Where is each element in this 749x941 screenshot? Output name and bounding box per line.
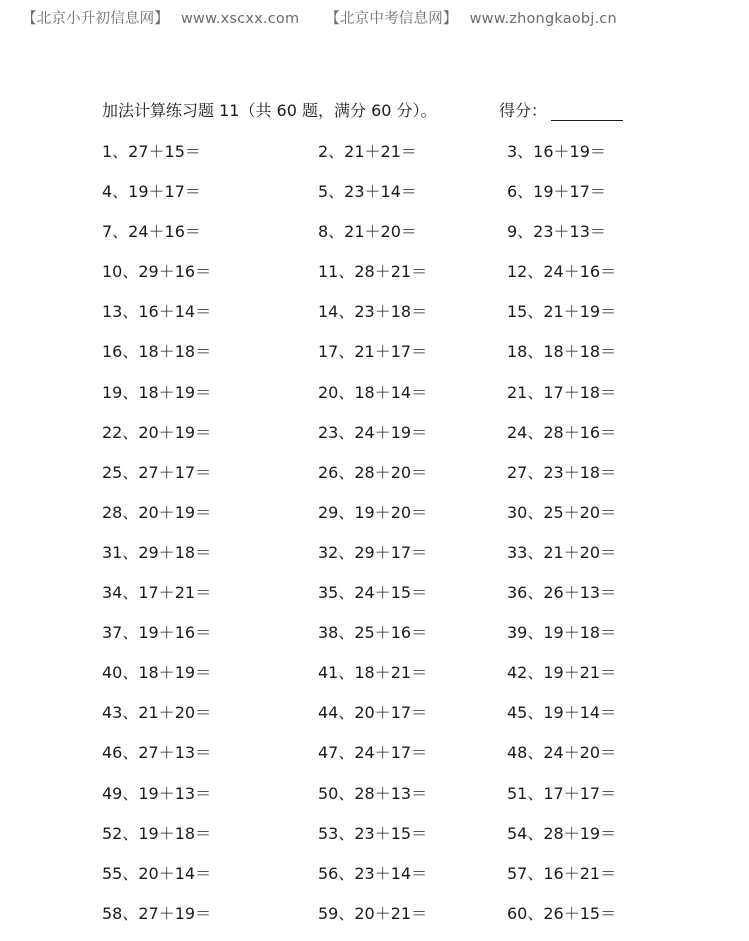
problem-row xyxy=(0,380,749,420)
problem-item: 31、29＋18＝ xyxy=(102,542,212,562)
problem-item: 38、25＋16＝ xyxy=(318,623,428,643)
problem-item: 46、27＋13＝ xyxy=(102,743,212,763)
problem-item: 1、27＋15＝ xyxy=(102,142,201,161)
problem-row xyxy=(0,540,749,580)
problem-item: 26、28＋20＝ xyxy=(318,462,428,482)
problem-item: 18、18＋18＝ xyxy=(507,342,617,362)
problem-item: 49、19＋13＝ xyxy=(102,783,212,803)
problem-item: 14、23＋18＝ xyxy=(318,302,428,322)
problem-item: 27、23＋18＝ xyxy=(507,462,617,482)
problem-item: 35、24＋15＝ xyxy=(318,583,428,603)
problem-item: 36、26＋13＝ xyxy=(507,583,617,603)
problem-item: 23、24＋19＝ xyxy=(318,422,428,442)
problem-item: 4、19＋17＝ xyxy=(102,182,201,202)
problem-item: 24、28＋16＝ xyxy=(507,422,617,442)
problem-item: 20、18＋14＝ xyxy=(318,382,428,402)
page-header xyxy=(22,7,617,28)
problem-item: 6、19＋17＝ xyxy=(507,182,606,202)
problem-item: 59、20＋21＝ xyxy=(318,903,428,923)
problem-row xyxy=(0,620,749,660)
problem-item: 39、19＋18＝ xyxy=(507,623,617,643)
problem-item: 37、19＋16＝ xyxy=(102,623,212,643)
problem-item: 11、28＋21＝ xyxy=(318,262,428,282)
problem-item: 51、17＋17＝ xyxy=(507,783,617,803)
problem-row xyxy=(0,420,749,460)
problem-item: 50、28＋13＝ xyxy=(318,783,428,803)
problem-item: 41、18＋21＝ xyxy=(318,663,428,683)
problem-row xyxy=(0,821,749,861)
problem-item: 7、24＋16＝ xyxy=(102,222,201,242)
score-blank-line xyxy=(551,102,623,121)
problem-item: 16、18＋18＝ xyxy=(102,342,212,362)
problem-item: 48、24＋20＝ xyxy=(507,743,617,763)
problem-item: 45、19＋14＝ xyxy=(507,703,617,723)
problem-item: 3、16＋19＝ xyxy=(507,142,606,161)
problem-row xyxy=(0,460,749,500)
problem-item: 22、20＋19＝ xyxy=(102,422,212,442)
problem-item: 21、17＋18＝ xyxy=(507,382,617,402)
problem-item: 56、23＋14＝ xyxy=(318,863,428,883)
problem-item: 44、20＋17＝ xyxy=(318,703,428,723)
problem-row xyxy=(0,299,749,339)
problem-item: 2、21＋21＝ xyxy=(318,142,417,161)
score-label: 得分： xyxy=(499,101,548,120)
problem-item: 47、24＋17＝ xyxy=(318,743,428,763)
problem-row xyxy=(0,580,749,620)
problem-item: 32、29＋17＝ xyxy=(318,542,428,562)
problem-item: 25、27＋17＝ xyxy=(102,462,212,482)
problem-item: 5、23＋14＝ xyxy=(318,182,417,202)
problem-row xyxy=(0,139,749,179)
problem-row xyxy=(0,740,749,780)
problem-row xyxy=(0,179,749,219)
problem-item: 42、19＋21＝ xyxy=(507,663,617,683)
header-url-zhongkaobj: www.zhongkaobj.cn xyxy=(469,11,617,27)
problem-item: 57、16＋21＝ xyxy=(507,863,617,883)
problem-row xyxy=(0,500,749,540)
header-site-xiaoshengchu: 【北京小升初信息网】 xyxy=(22,11,169,27)
problem-item: 43、21＋20＝ xyxy=(102,703,212,723)
problem-row xyxy=(0,901,749,941)
problem-item: 52、19＋18＝ xyxy=(102,823,212,843)
problem-item: 8、21＋20＝ xyxy=(318,222,417,242)
problem-row xyxy=(0,861,749,901)
problem-item: 54、28＋19＝ xyxy=(507,823,617,843)
problem-item: 13、16＋14＝ xyxy=(102,302,212,322)
problem-item: 53、23＋15＝ xyxy=(318,823,428,843)
problem-item: 28、20＋19＝ xyxy=(102,502,212,522)
worksheet-title: 加法计算练习题 11（共 60 题，满分 60 分）。 xyxy=(102,101,437,120)
problem-item: 15、21＋19＝ xyxy=(507,302,617,322)
header-url-xscxx: www.xscxx.com xyxy=(181,11,300,27)
problem-item: 17、21＋17＝ xyxy=(318,342,428,362)
problem-item: 55、20＋14＝ xyxy=(102,863,212,883)
problem-item: 40、18＋19＝ xyxy=(102,663,212,683)
problem-grid xyxy=(0,139,749,941)
problem-row xyxy=(0,660,749,700)
problem-item: 9、23＋13＝ xyxy=(507,222,606,242)
problem-item: 34、17＋21＝ xyxy=(102,583,212,603)
problem-item: 30、25＋20＝ xyxy=(507,502,617,522)
problem-item: 12、24＋16＝ xyxy=(507,262,617,282)
problem-row xyxy=(0,700,749,740)
score-field xyxy=(499,98,623,121)
problem-item: 58、27＋19＝ xyxy=(102,903,212,923)
problem-row xyxy=(0,219,749,259)
header-site-zhongkao: 【北京中考信息网】 xyxy=(325,11,458,27)
problem-item: 10、29＋16＝ xyxy=(102,262,212,282)
problem-item: 33、21＋20＝ xyxy=(507,542,617,562)
problem-item: 29、19＋20＝ xyxy=(318,502,428,522)
problem-row xyxy=(0,339,749,379)
problem-item: 60、26＋15＝ xyxy=(507,903,617,923)
problem-row xyxy=(0,781,749,821)
problem-item: 19、18＋19＝ xyxy=(102,382,212,402)
problem-row xyxy=(0,259,749,299)
